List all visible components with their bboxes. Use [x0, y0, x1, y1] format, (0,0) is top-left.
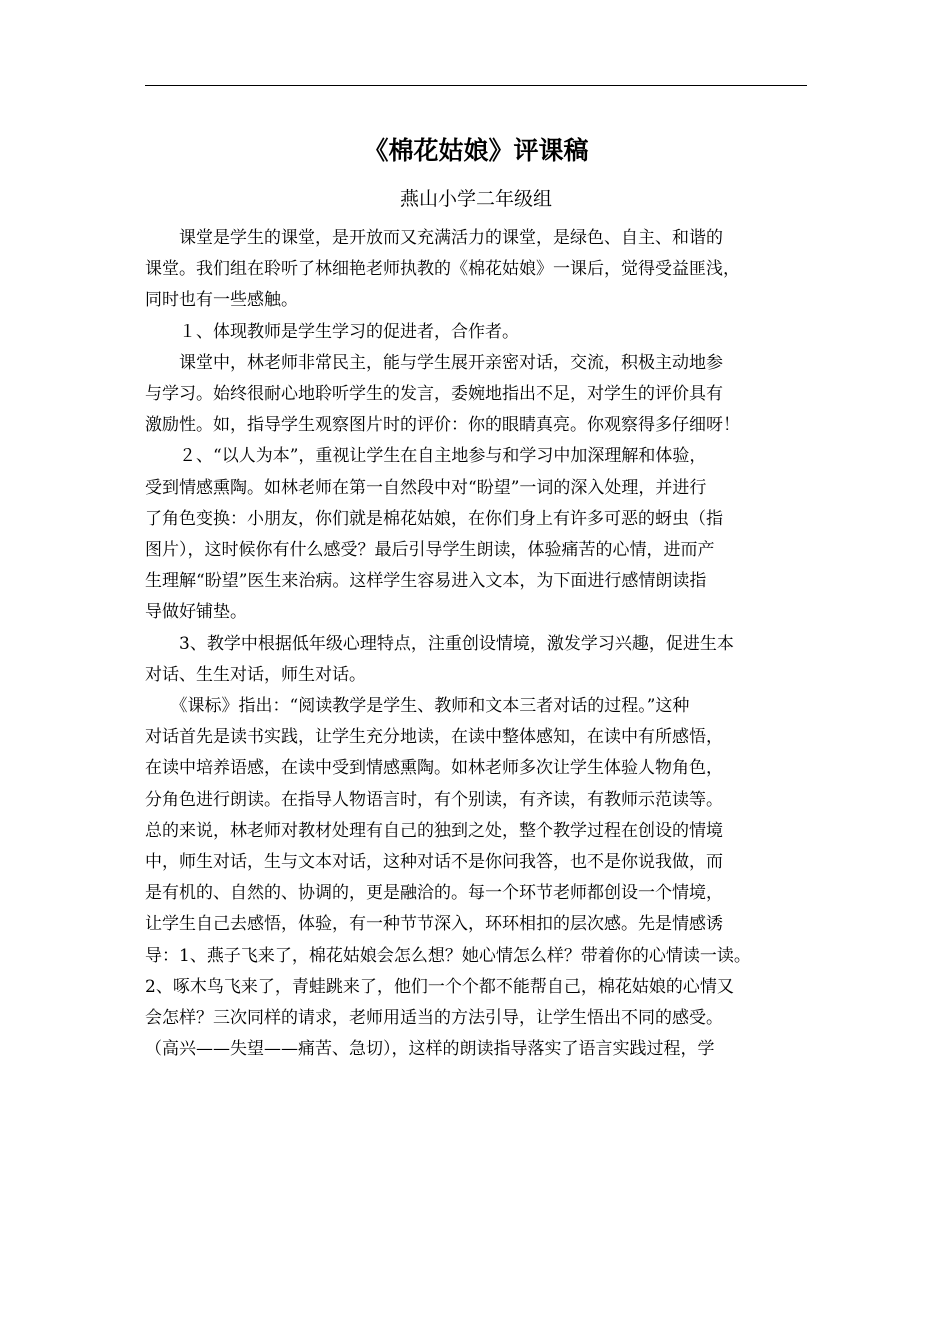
- text-line: 在读中培养语感，在读中受到情感熏陶。如林老师多次让学生体验人物角色，: [145, 758, 723, 779]
- text-line: 与学习。始终很耐心地聆听学生的发言，委婉地指出不足，对学生的评价具有: [145, 384, 723, 405]
- document-body: [145, 223, 807, 1065]
- document-title: 《棉花姑娘》评课稿: [363, 136, 589, 165]
- text-line: 对话、生生对话，师生对话。: [145, 664, 366, 685]
- text-line: （高兴——失望——痛苦、急切），这样的朗读指导落实了语言实践过程，学: [145, 1039, 715, 1060]
- text-line: 课堂中，林老师非常民主，能与学生展开亲密对话，交流，积极主动地参: [145, 352, 723, 373]
- text-line: 激励性。如，指导学生观察图片时的评价：你的眼睛真亮。你观察得多仔细呀！: [145, 415, 740, 436]
- text-line: １、体现教师是学生学习的促进者，合作者。: [145, 321, 519, 342]
- text-line: 《课标》指出：“阅读教学是学生、教师和文本三者对话的过程。”这种: [145, 696, 690, 717]
- text-line: 让学生自己去感悟，体验，有一种节节深入，环环相扣的层次感。先是情感诱: [145, 914, 723, 935]
- document-page: [145, 0, 807, 1344]
- text-line: 生理解“盼望”医生来治病。这样学生容易进入文本，为下面进行感情朗读指: [145, 571, 707, 592]
- text-line: 总的来说，林老师对教材处理有自己的独到之处，整个教学过程在创设的情境: [145, 820, 723, 841]
- text-line: 3、教学中根据低年级心理特点，注重创设情境，激发学习兴趣，促进生本: [145, 633, 734, 654]
- text-line: 导：1、燕子飞来了，棉花姑娘会怎么想？她心情怎么样？带着你的心情读一读。: [145, 945, 751, 966]
- text-line: 同时也有一些感触。: [145, 290, 298, 311]
- text-line: 受到情感熏陶。如林老师在第一自然段中对“盼望”一词的深入处理，并进行: [145, 477, 707, 498]
- text-line: 会怎样？三次同样的请求，老师用适当的方法引导，让学生悟出不同的感受。: [145, 1008, 723, 1029]
- text-line: 对话首先是读书实践，让学生充分地读，在读中整体感知，在读中有所感悟，: [145, 727, 723, 748]
- text-line: 分角色进行朗读。在指导人物语言时，有个别读，有齐读，有教师示范读等。: [145, 789, 723, 810]
- text-line: 导做好铺垫。: [145, 602, 247, 623]
- text-line: ２、“以人为本”，重视让学生在自主地参与和学习中加深理解和体验，: [145, 446, 707, 467]
- text-line: 了角色变换：小朋友，你们就是棉花姑娘，在你们身上有许多可恶的蚜虫（指: [145, 508, 723, 529]
- text-line: 课堂是学生的课堂，是开放而又充满活力的课堂，是绿色、自主、和谐的: [145, 228, 723, 248]
- text-line: 图片），这时候你有什么感受？最后引导学生朗读，体验痛苦的心情，进而产: [145, 540, 715, 561]
- text-line: 2、啄木鸟飞来了，青蛙跳来了，他们一个个都不能帮自己，棉花姑娘的心情又: [145, 976, 734, 997]
- header-rule: [145, 85, 807, 86]
- document-subtitle: 燕山小学二年级组: [399, 188, 552, 210]
- text-line: 是有机的、自然的、协调的，更是融洽的。每一个环节老师都创设一个情境，: [145, 883, 723, 904]
- text-line: 中，师生对话，生与文本对话，这种对话不是你问我答，也不是你说我做，而: [145, 852, 723, 873]
- text-line: 课堂。我们组在聆听了林细艳老师执教的《棉花姑娘》一课后，觉得受益匪浅，: [145, 259, 740, 280]
